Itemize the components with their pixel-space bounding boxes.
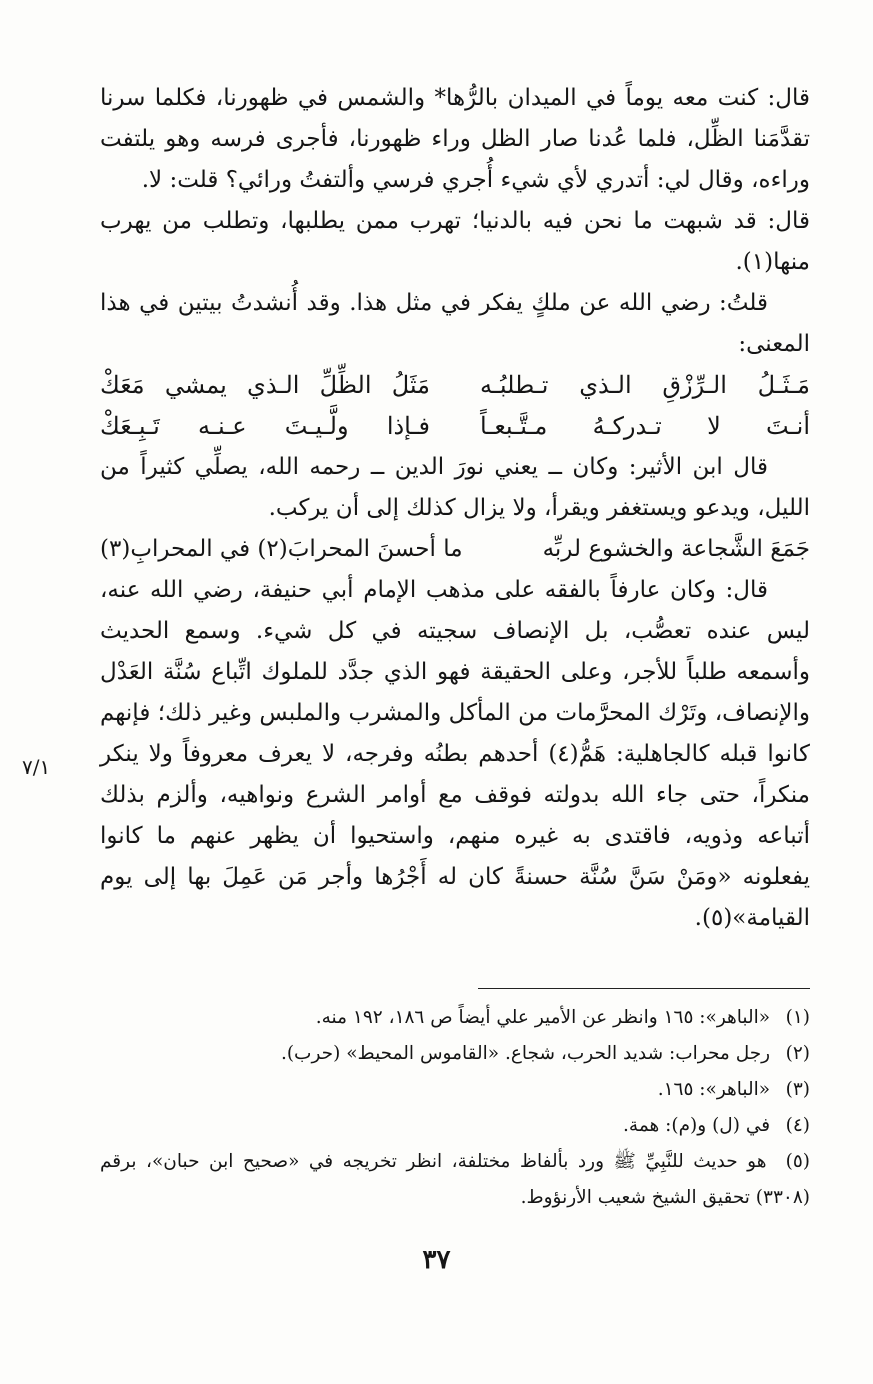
footnote-2 (100, 1036, 810, 1072)
paragraph-2: قال: قد شبهت ما نحن فيه بالدنيا؛ تهرب ممن يطلبها، وتطلب من يهرب منها(١). (100, 208, 810, 275)
paragraph-4: قال ابن الأثير: وكان ــ يعني نورَ الدين ــ رحمه الله، يصلِّي كثيراً من الليل، ويدعو ويستغفر ويقرأ، ولا يزال كذلك إلى أن يركب. (100, 454, 810, 521)
verse-1-second-hemistich: مَثَلُ الظِّلِّ الـذي يمشي مَعَكْ (100, 371, 430, 399)
footnote-3 (100, 1072, 810, 1108)
footnote-5 (100, 1144, 810, 1216)
verse-2-second-hemistich: فـإذا ولَّـيـتَ عـنـه تَـبِـعَكْ (100, 412, 430, 440)
poem-verse-2 (100, 406, 810, 447)
footnote-number: (٣) (785, 1079, 810, 1100)
poem (100, 365, 810, 447)
footnote-text: هو حديث للنَّبِيِّ ﷺ ورد بألفاظ مختلفة، انظر تخريجه في «صحيح ابن حبان»، برقم (٣٣٠٨) تحقيق الشيخ شعيب الأرنؤوط. (100, 1151, 810, 1208)
footnote-number: (٥) (785, 1151, 810, 1172)
margin-reference: ٧/١ (22, 755, 51, 779)
footnote-4 (100, 1108, 810, 1144)
footnote-number: (١) (785, 1007, 810, 1028)
single-verse-second-hemistich: ما أحسنَ المحرابَ(٢) في المحرابِ(٣) (100, 536, 463, 562)
footnote-text: «الباهر»: ١٦٥. (657, 1079, 771, 1100)
footnote-text: «الباهر»: ١٦٥ وانظر عن الأمير علي أيضاً ص ١٨٦، ١٩٢ منه. (315, 1007, 771, 1028)
footnote-text: في (ل) و(م): همة. (623, 1115, 771, 1136)
paragraph-3: قلتُ: رضي الله عن ملكٍ يفكر في مثل هذا. وقد أُنشدتُ بيتين في هذا المعنى: (100, 290, 810, 357)
verse-1-first-hemistich: مَـثَـلُ الـرِّزْقِ الـذي تـطلبُـه (480, 371, 810, 399)
paragraph-5: قال: وكان عارفاً بالفقه على مذهب الإمام أبي حنيفة، رضي الله عنه، ليس عنده تعصُّب، بل الإنصاف سجيته في كل شيء. وسمع الحديث وأسمعه طلباً للأجر، وعلى الحقيقة فهو الذي جدَّد للملوك اتِّباع سُنَّة العَدْل والإنصاف، وتَرْك المحرَّمات من المأكل والمشرب والملبس وغير ذلك؛ فإنهم كانوا قبله كالجاهلية: هَمُّ(٤) أحدهم بطنُه وفرجه، لا يعرف معروفاً ولا ينكر منكراً، حتى جاء الله بدولته فوقف مع أوامر الشرع ونواهيه، وألزم بذلك أتباعه وذويه، فاقتدى به غيره منهم، واستحيوا أن يظهر عنهم ما كانوا يفعلونه «ومَنْ سَنَّ سُنَّة حسنةً كان له أَجْرُها وأجر مَن عَمِلَ بها إلى يوم القيامة»(٥). (100, 577, 811, 931)
poem-verse-1 (100, 365, 810, 406)
footnote-separator (478, 988, 810, 989)
verse-2-first-hemistich: أنـتَ لا تـدركـهُ مـتَّـبعـاً (480, 412, 810, 440)
footnote-1 (100, 1000, 810, 1036)
main-text (100, 78, 810, 939)
footnote-number: (٢) (785, 1043, 810, 1064)
single-verse-first-hemistich: جَمَعَ الشَّجاعة والخشوع لربِّه (542, 536, 810, 562)
footnote-number: (٤) (785, 1115, 810, 1136)
footnote-text: رجل محراب: شديد الحرب، شجاع. «القاموس المحيط» (حرب). (280, 1043, 771, 1064)
footnotes (100, 1000, 810, 1216)
single-verse (100, 529, 810, 570)
paragraph-1: قال: كنت معه يوماً في الميدان بالرُّها* والشمس في ظهورنا، فكلما سرنا تقدَّمَنا الظِّل، فلما عُدنا صار الظل وراء ظهورنا، فأجرى فرسه وهو يلتفت وراءه، وقال لي: أتدري لأي شيء أُجري فرسي وألتفتُ ورائي؟ قلت: لا. (100, 85, 810, 193)
page-number: ٣٧ (422, 1245, 451, 1275)
